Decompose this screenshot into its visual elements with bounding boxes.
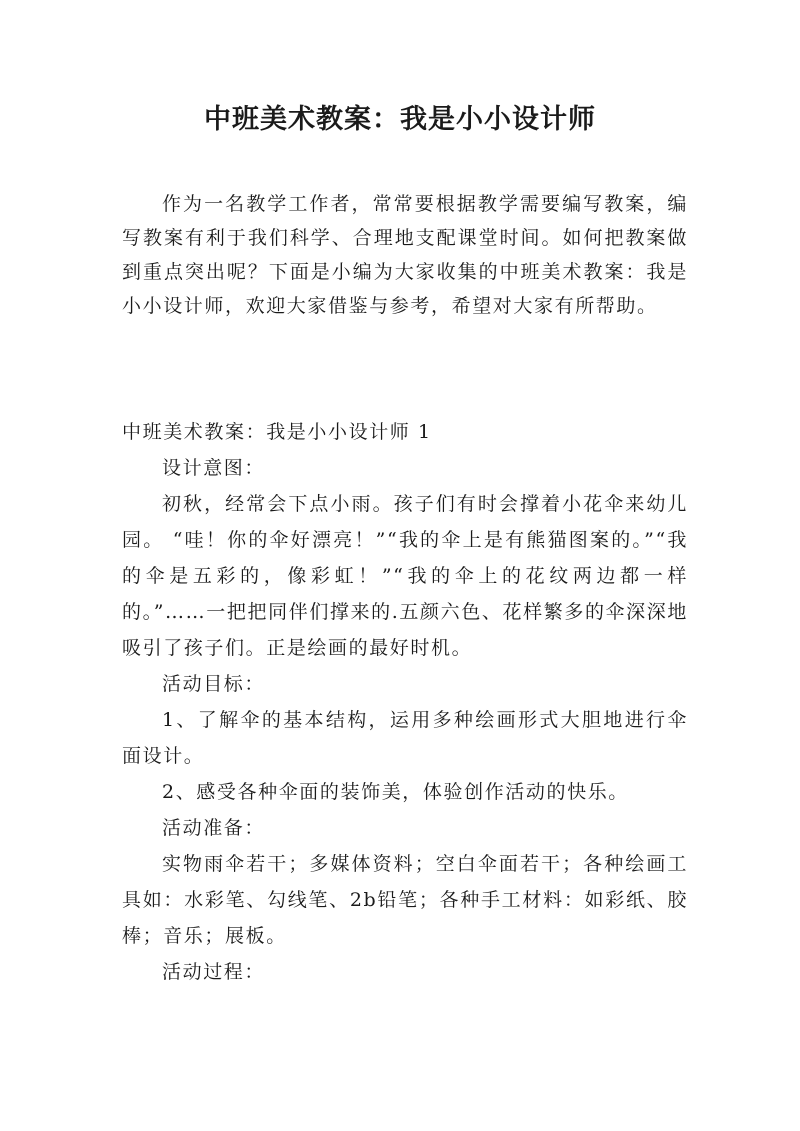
section-heading: 中班美术教案：我是小小设计师 1 (122, 421, 432, 443)
paragraph-goals-label: 活动目标： (162, 673, 266, 695)
paragraph-preparation-label: 活动准备： (162, 817, 266, 839)
paragraph-goal-1: 1、了解伞的基本结构，运用多种绘画形式大胆地进行伞面设计。 (122, 709, 688, 767)
paragraph-design-intent-label: 设计意图： (162, 457, 266, 479)
document-body (122, 414, 688, 990)
paragraph-design-intent: 初秋，经常会下点小雨。孩子们有时会撑着小花伞来幼儿园。 “哇！你的伞好漂亮！”“我的伞上是有熊猫图案的。”“我的伞是五彩的，像彩虹！”“我的伞上的花纹两边都一样的。”……一把把同伴们撑来的.五颜六色、花样繁多的伞深深地吸引了孩子们。正是绘画的最好时机。 (122, 493, 688, 659)
intro-paragraph: 作为一名教学工作者，常常要根据教学需要编写教案，编写教案有利于我们科学、合理地支配课堂时间。如何把教案做到重点突出呢？下面是小编为大家收集的中班美术教案：我是小小设计师，欢迎大家借鉴与参考，希望对大家有所帮助。 (122, 193, 688, 317)
paragraph-process-label: 活动过程： (162, 961, 266, 983)
document-title: 中班美术教案：我是小小设计师 (204, 104, 596, 135)
paragraph-goal-2: 2、感受各种伞面的装饰美，体验创作活动的快乐。 (162, 781, 629, 803)
paragraph-preparation: 实物雨伞若干；多媒体资料；空白伞面若干；各种绘画工具如：水彩笔、勾线笔、2b铅笔；各种手工材料：如彩纸、胶棒；音乐；展板。 (122, 853, 688, 947)
